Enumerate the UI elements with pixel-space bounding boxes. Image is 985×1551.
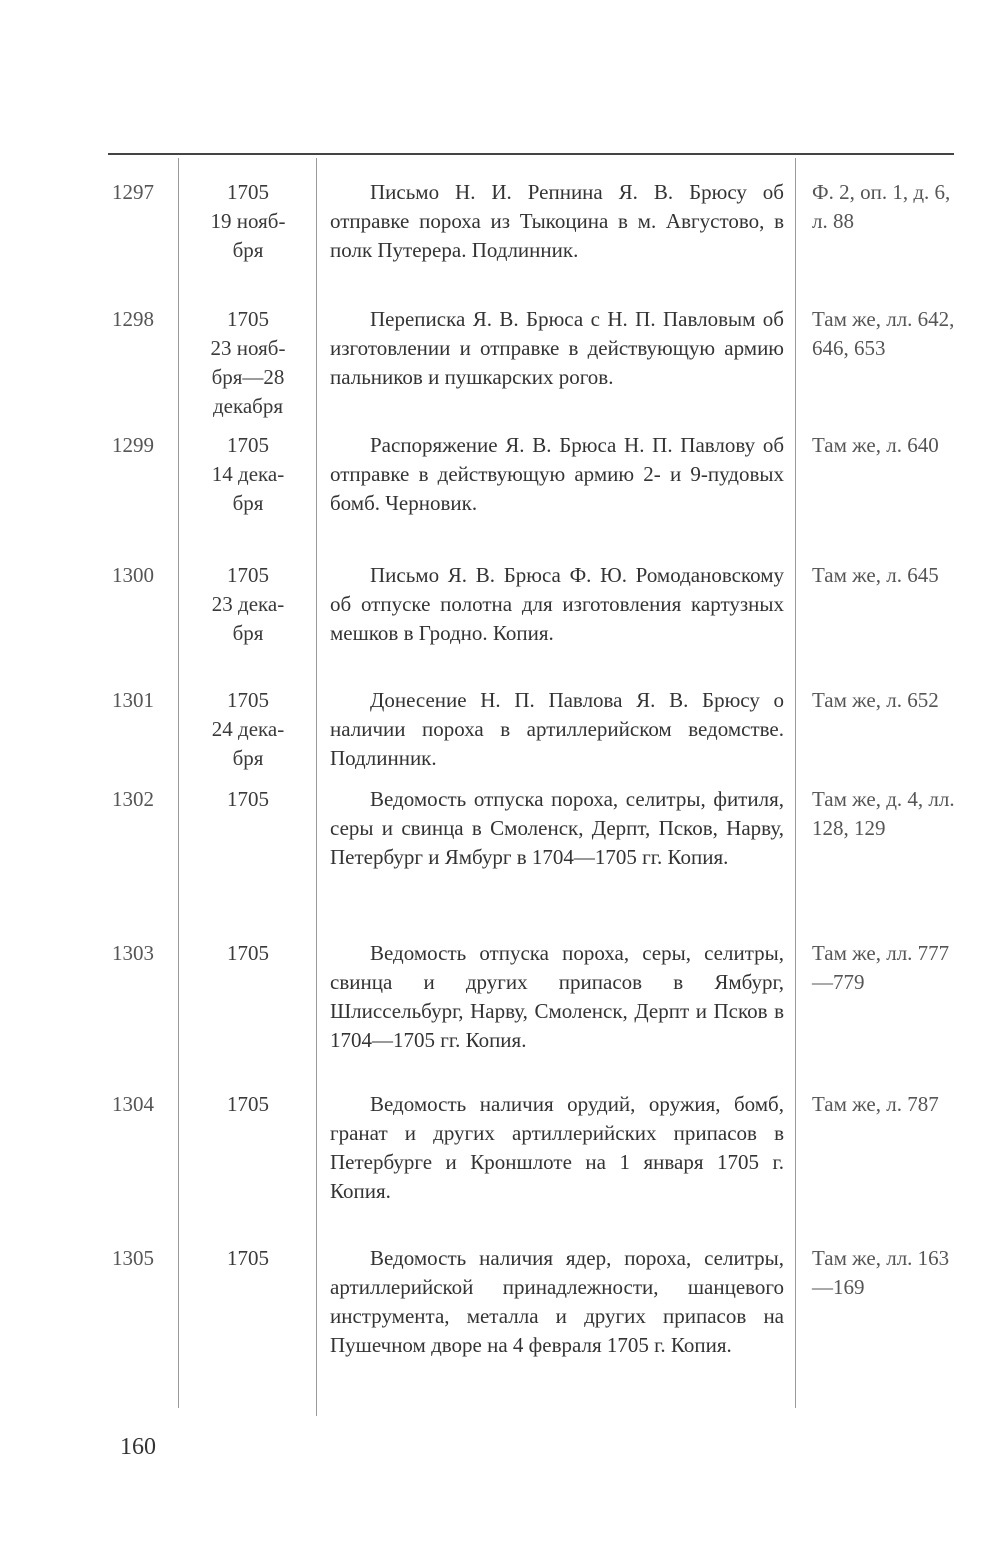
entry-reference: Там же, л. 640 <box>812 433 939 457</box>
entry-date: 1705 19 нояб- бря <box>210 180 286 262</box>
entry-number: 1298 <box>112 307 154 331</box>
column-divider <box>795 158 796 1408</box>
entry-description: Ведомость наличия орудий, оружия, бомб, гранат и других артиллерийских припасов в Петербурге и Кроншлоте на 1 января 1705 г. Копия. <box>330 1092 784 1203</box>
entry-date: 1705 <box>227 941 269 965</box>
entry-date: 1705 14 дека- бря <box>211 433 285 515</box>
entry-reference: Там же, л. 787 <box>812 1092 939 1116</box>
entry-description: Распоряжение Я. В. Брюса Н. П. Павлову об отправке в действующую армию 2- и 9-пудовых бомб. Черновик. <box>330 433 784 515</box>
entry-description: Письмо Н. И. Репнина Я. В. Брюсу об отправке пороха из Тыкоцина в м. Августово, в полк Путерера. Подлинник. <box>330 180 784 262</box>
entry-description: Письмо Я. В. Брюса Ф. Ю. Ромодановскому об отпуске полотна для изготовления картузных мешков в Гродно. Копия. <box>330 563 784 645</box>
entry-date: 1705 23 нояб- бря—28 декабря <box>210 307 286 418</box>
entry-date: 1705 <box>227 1246 269 1270</box>
entry-reference: Там же, л. 645 <box>812 563 939 587</box>
top-rule <box>108 153 954 155</box>
entry-reference: Там же, лл. 777—779 <box>812 941 950 994</box>
entry-description: Переписка Я. В. Брюса с Н. П. Павловым об изготовлении и отправке в действующую армию пальников и пушкарских рогов. <box>330 307 784 389</box>
column-divider <box>316 158 317 1416</box>
entry-description: Ведомость наличия ядер, пороха, селитры, артиллерийской принадлежности, шанцевого инструмента, металла и других припасов на Пушечном дворе на 4 февраля 1705 г. Копия. <box>330 1246 784 1357</box>
entry-date: 1705 <box>227 787 269 811</box>
entry-reference: Там же, лл. 163—169 <box>812 1246 950 1299</box>
entry-reference: Там же, лл. 642, 646, 653 <box>812 307 955 360</box>
page-number: 160 <box>120 1434 156 1460</box>
entry-number: 1303 <box>112 941 154 965</box>
entry-description: Донесение Н. П. Павлова Я. В. Брюсу о наличии пороха в артиллерийском ведомстве. Подлинник. <box>330 688 784 770</box>
entry-date: 1705 23 дека- бря <box>211 563 285 645</box>
entry-number: 1299 <box>112 433 154 457</box>
entry-number: 1301 <box>112 688 154 712</box>
column-divider <box>178 158 179 1408</box>
entry-reference: Ф. 2, оп. 1, д. 6, л. 88 <box>812 180 951 233</box>
entry-description: Ведомость отпуска пороха, селитры, фитиля, серы и свинца в Смоленск, Дерпт, Псков, Нарву, Петербург и Ямбург в 1704—1705 гг. Копия. <box>330 787 784 869</box>
entry-date: 1705 24 дека- бря <box>211 688 285 770</box>
entry-number: 1302 <box>112 787 154 811</box>
entry-description: Ведомость отпуска пороха, серы, селитры, свинца и других припасов в Ямбург, Шлиссельбург, Нарву, Смоленск, Дерпт и Псков в 1704—1705 гг. Копия. <box>330 941 784 1052</box>
entry-reference: Там же, л. 652 <box>812 688 939 712</box>
entry-reference: Там же, д. 4, лл. 128, 129 <box>812 787 955 840</box>
entry-date: 1705 <box>227 1092 269 1116</box>
entry-number: 1300 <box>112 563 154 587</box>
entry-number: 1305 <box>112 1246 154 1270</box>
entry-number: 1304 <box>112 1092 154 1116</box>
entry-number: 1297 <box>112 180 154 204</box>
